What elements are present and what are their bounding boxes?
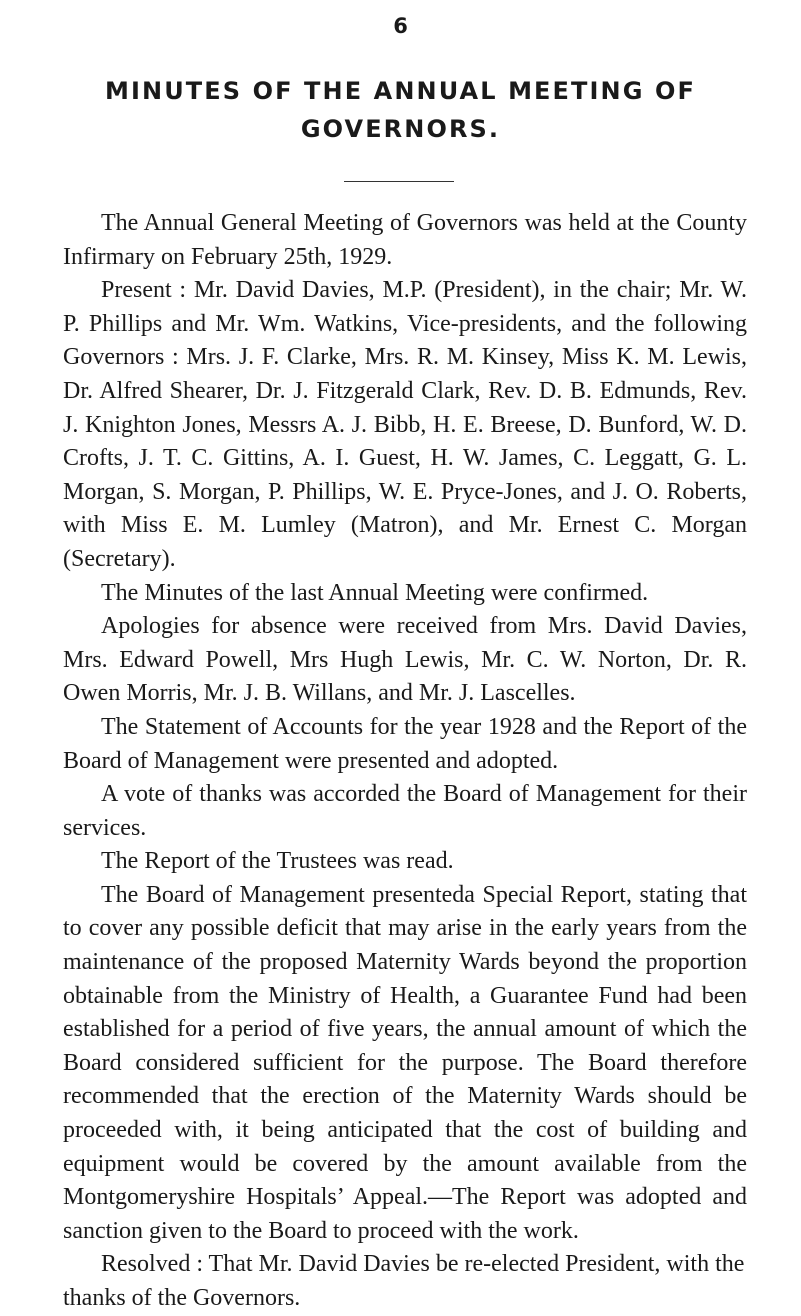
- paragraph-resolved: Resolved : That Mr. David Davies be re-elected President, with the thanks of the Governors.: [63, 1251, 745, 1311]
- title-divider: [344, 181, 454, 182]
- minutes-body: [63, 207, 747, 1316]
- page-title: [0, 72, 801, 148]
- paragraph-special-report: The Board of Management presenteda Special Report, stating that to cover any possible deficit that may arise in the early years from the maintenance of the proposed Maternity Wards beyond the proportion obtainable from the Ministry of Health, a Guarantee Fund had been established for a period of five years, the annual amount of which the Board considered sufficient for the purpose. The Board therefore recommended that the erection of the Maternity Wards should be proceeded with, it being anticipated that the cost of building and equipment would be covered by the amount available from the Montgomeryshire Hospitals’ Appeal.—The Report was adopted and sanction given to the Board to proceed with the work.: [63, 881, 747, 1244]
- paragraph-meeting-held: The Annual General Meeting of Governors was held at the County Infirmary on February 25th, 1929.: [63, 210, 747, 270]
- page-number: 6: [393, 14, 408, 38]
- paragraph-vote-of-thanks: A vote of thanks was accorded the Board of Management for their services.: [63, 781, 747, 841]
- paragraph-accounts: The Statement of Accounts for the year 1928 and the Report of the Board of Management were presented and adopted.: [63, 713, 747, 774]
- paragraph-trustees-report: The Report of the Trustees was read.: [101, 848, 454, 875]
- paragraph-minutes-confirmed: The Minutes of the last Annual Meeting were confirmed.: [101, 579, 649, 606]
- paragraph-present: Present : Mr. David Davies, M.P. (President), in the chair; Mr. W. P. Phillips and Mr. Wm. Watkins, Vice-presidents, and the following Governors : Mrs. J. F. Clarke, Mrs. R. M. Kinsey, Miss K. M. Lewis, Dr. Alfred Shearer, Dr. J. Fitzgerald Clark, Rev. D. B. Edmunds, Rev. J. Knighton Jones, Messrs A. J. Bibb, H. E. Breese, D. Bunford, W. D. Crofts, J. T. C. Gittins, A. I. Guest, H. W. James, C. Leggatt, G. L. Morgan, S. Morgan, P. Phillips, W. E. Pryce-Jones, and J. O. Roberts, with Miss E. M. Lumley (Matron), and Mr. Ernest C. Morgan (Secretary).: [63, 277, 747, 572]
- paragraph-apologies: Apologies for absence were received from Mrs. David Davies, Mrs. Edward Powell, Mrs Hugh Lewis, Mr. C. W. Norton, Dr. R. Owen Morris, Mr. J. B. Willans, and Mr. J. Lascelles.: [63, 613, 747, 707]
- title-line-2: GOVERNORS.: [300, 115, 501, 143]
- title-line-1: MINUTES OF THE ANNUAL MEETING OF: [105, 77, 696, 105]
